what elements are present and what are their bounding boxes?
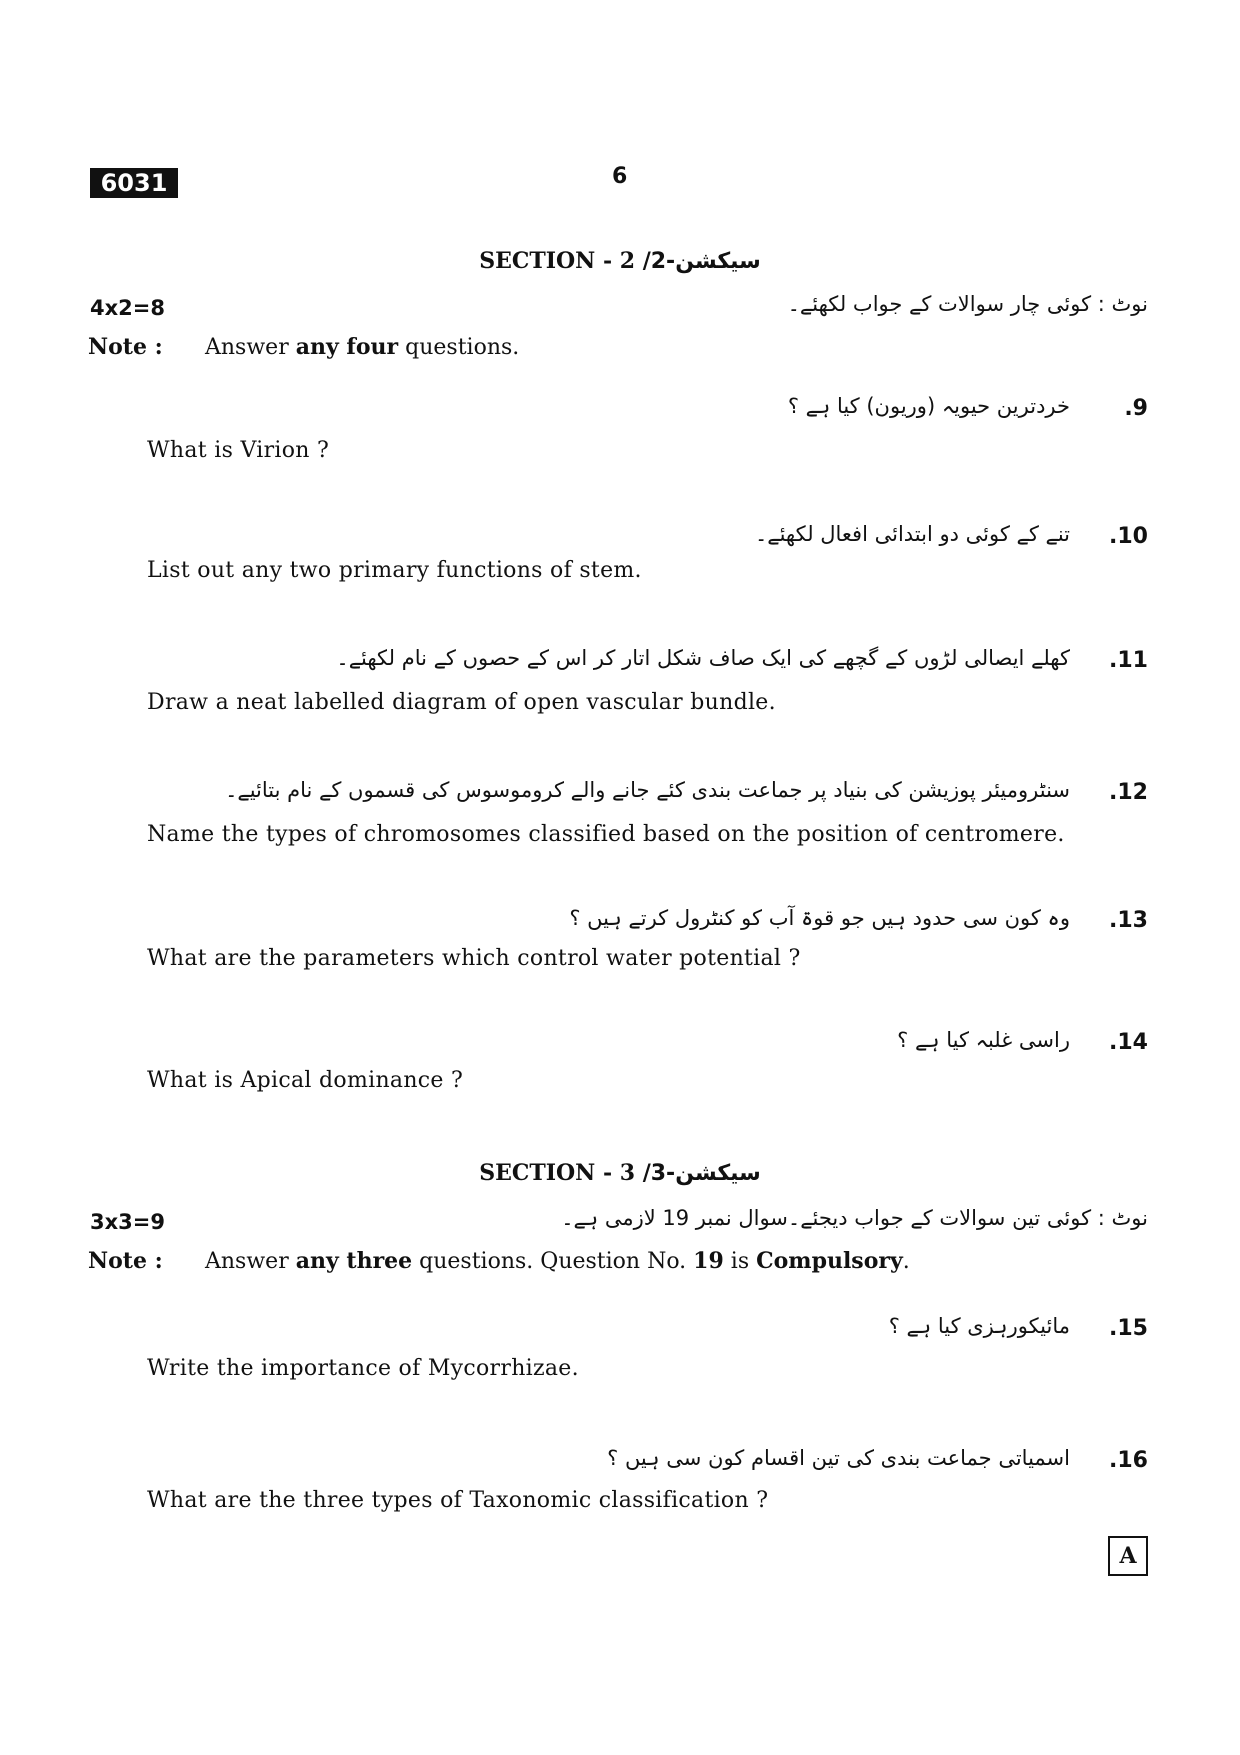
section-3-title: [0, 1160, 1240, 1186]
question-number: .10: [1109, 524, 1148, 549]
question-number: .13: [1109, 908, 1148, 933]
note-post: .: [902, 1249, 910, 1274]
note-post: questions.: [398, 335, 520, 360]
section-2-title: [0, 248, 1240, 274]
section-2-note-label: Note :: [88, 334, 163, 360]
question-number: .15: [1109, 1316, 1148, 1341]
question-english: Write the importance of Mycorrhizae.: [147, 1356, 579, 1381]
question-english: What is Apical dominance ?: [147, 1068, 464, 1093]
version-letter-box: A: [1108, 1536, 1148, 1576]
section-2-title-en: SECTION - 2 /: [479, 248, 651, 274]
question-number: .9: [1124, 396, 1148, 421]
page-number: 6: [612, 164, 628, 189]
note-bold: any three: [295, 1248, 413, 1274]
note-mid: questions. Question No.: [412, 1249, 694, 1274]
question-english: What is Virion ?: [147, 438, 330, 463]
question-urdu: تنے کے کوئی دو ابتدائی افعال لکھئے۔: [754, 522, 1070, 546]
question-number: .12: [1109, 780, 1148, 805]
question-urdu: خردترین حیویہ (وریون) کیا ہے ؟: [787, 394, 1070, 418]
question-english: Draw a neat labelled diagram of open vascular bundle.: [147, 690, 776, 715]
question-urdu: کھلے ایصالی لڑوں کے گچھے کی ایک صاف شکل اتار کر اس کے حصوں کے نام لکھئے۔: [336, 646, 1070, 670]
question-urdu: وہ کون سی حدود ہیں جو قوۃ آب کو کنٹرول کرتے ہیں ؟: [569, 906, 1070, 930]
section-2-note-ur: نوٹ : کوئی چار سوالات کے جواب لکھئے۔: [787, 292, 1148, 316]
section-3-note-ur: نوٹ : کوئی تین سوالات کے جواب دیجئے۔سوال نمبر 19 لازمی ہے۔: [561, 1206, 1148, 1230]
note-bold: Compulsory: [756, 1248, 903, 1274]
paper-code: 6031: [90, 168, 178, 198]
question-english: Name the types of chromosomes classified based on the position of centromere.: [147, 822, 1065, 847]
question-urdu: مائیکورہزی کیا ہے ؟: [888, 1314, 1070, 1338]
section-3-title-ur: 3-سیکشن: [650, 1161, 761, 1186]
question-english: What are the three types of Taxonomic classification ?: [147, 1488, 769, 1513]
question-english: List out any two primary functions of stem.: [147, 558, 642, 583]
section-2-title-ur: 2-سیکشن: [650, 249, 761, 274]
question-english: What are the parameters which control water potential ?: [147, 946, 801, 971]
note-bold: any four: [295, 334, 399, 360]
note-mid: is: [723, 1249, 757, 1274]
question-urdu: اسمیاتی جماعت بندی کی تین اقسام کون سی ہیں ؟: [607, 1446, 1070, 1470]
section-3-title-en: SECTION - 3 /: [479, 1160, 651, 1186]
note-pre: Answer: [205, 335, 296, 360]
question-number: .14: [1109, 1030, 1148, 1055]
note-bold: 19: [693, 1248, 724, 1274]
question-urdu: راسی غلبہ کیا ہے ؟: [897, 1028, 1070, 1052]
section-3-note-text: [205, 1248, 910, 1274]
section-3-note-label: Note :: [88, 1248, 163, 1274]
question-number: .16: [1109, 1448, 1148, 1473]
note-pre: Answer: [205, 1249, 296, 1274]
question-number: .11: [1109, 648, 1148, 673]
section-2-note-text: [205, 334, 519, 360]
question-urdu: سنٹرومیئر پوزیشن کی بنیاد پر جماعت بندی کئے جانے والے کروموسوس کی قسموں کے نام بتائیے۔: [225, 778, 1070, 802]
section-3-marks: 3x3=9: [90, 1210, 165, 1234]
section-2-marks: 4x2=8: [90, 296, 165, 320]
